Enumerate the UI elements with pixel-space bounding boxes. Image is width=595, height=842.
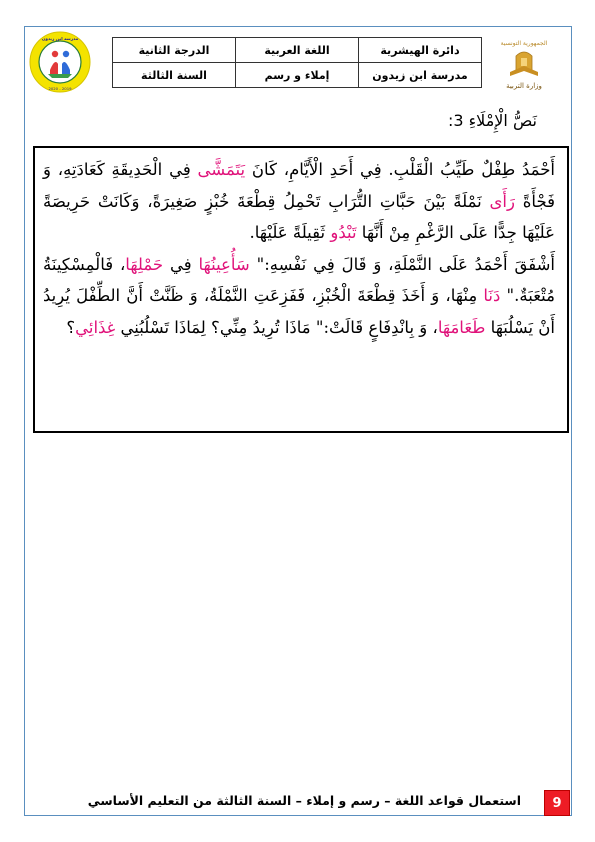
highlighted-word: غِذَائِي (75, 317, 116, 337)
header-level: الدرجة الثانية (113, 38, 236, 63)
text-segment: فِي الْحَدِيقَةِ كَعَادَتِهِ، وَ فَجْأَةً (43, 160, 555, 211)
header-school: مدرسة ابن زيدون (359, 63, 482, 88)
header-district: دائرة الهيشرية (359, 38, 482, 63)
svg-text:الجمهورية التونسية: الجمهورية التونسية (500, 40, 548, 47)
text-segment: نَمْلَةً بَيْنَ حَبَّاتِ التُّرَابِ تَحْمِلُ قِطْعَةَ خُبْزٍ صَغِيرَةً، وَكَانَتْ حَرِيصَةً عَلَيْهَا جِدًّا عَلَى الرَّغْمِ مِنْ أَنَّهَا (43, 191, 555, 242)
text-segment: فِي (163, 254, 199, 274)
text-segment: ، وَ بِانْدِفَاعٍ قَالَتْ:" مَاذَا تُرِيدُ مِنِّي؟ لِمَاذَا تَسْلُبُنِي (115, 317, 438, 337)
highlighted-word: سَأُعِينُهَا (198, 254, 250, 274)
footer-text: استعمال قواعد اللغة – رسم و إملاء – السنة الثالثة من التعليم الأساسي (87, 793, 521, 808)
text-segment: ، فَالْمِسْكِينَةُ مُتْعَبَةٌ." (43, 254, 555, 305)
dictation-paragraph-1 (43, 154, 555, 249)
highlighted-word: رَأَى (489, 191, 515, 211)
text-segment: مِنْهَا، وَ أَخَذَ قِطْعَةَ الْخُبْزِ، فَفَزِعَتِ النَّمْلَةُ، وَ ظَنَّتْ أَنَّ الطِّفْلَ يُرِيدُ أَنْ يَسْلُبَهَا (43, 286, 555, 337)
svg-text:2020 - 2019: 2020 - 2019 (48, 86, 72, 91)
text-segment: أَشْفَقَ أَحْمَدُ عَلَى النَّمْلَةِ، وَ قَالَ فِي نَفْسِهِ:" (249, 254, 555, 274)
highlighted-word: طَعَامَهَا (437, 317, 486, 337)
dictation-text (43, 154, 555, 343)
text-segment: أَحْمَدُ طِفْلٌ طَيِّبُ الْقَلْبِ. فِي أَحَدِ الْأَيَّامِ، كَانَ (245, 160, 555, 179)
header-subject: اللغة العربية (236, 38, 359, 63)
ministry-of-education-logo (494, 36, 554, 92)
dictation-box (33, 146, 569, 433)
text-segment: ثَقِيلَةً عَلَيْهَا. (249, 223, 331, 242)
header-topic: إملاء و رسم (236, 63, 359, 88)
page-number: 9 (544, 790, 570, 816)
school-emblem-logo (28, 30, 92, 94)
dictation-paragraph-2 (43, 249, 555, 344)
ministry-caption: وزارة التربية (506, 82, 542, 90)
text-segment: ؟ (66, 317, 76, 337)
highlighted-word: يَتَمَشَّى (197, 160, 246, 179)
highlighted-word: حَمْلِهَا (125, 254, 164, 274)
dictation-title: نَصُّ الْإِمْلَاءِ 3: (447, 111, 537, 130)
header-grade: السنة الثالثة (113, 63, 236, 88)
svg-text:مدرسة ابن زيدون: مدرسة ابن زيدون (41, 36, 79, 41)
highlighted-word: دَنَا (483, 286, 501, 305)
highlighted-word: تَبْدُو (330, 223, 357, 242)
header-info-table (112, 37, 482, 88)
